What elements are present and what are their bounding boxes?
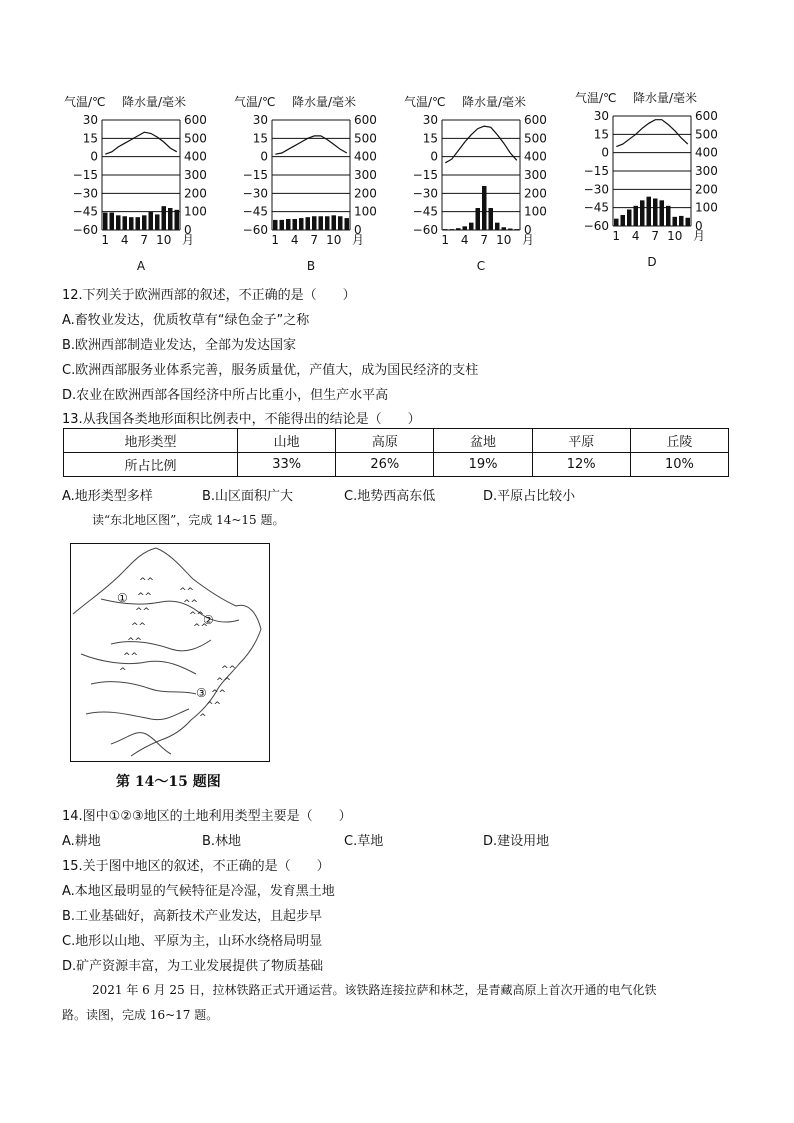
precip-tick-label: 0 — [695, 219, 703, 233]
precip-bar — [627, 210, 632, 227]
precip-bar — [103, 213, 108, 230]
map-intro: 读“东北地区图”，完成 14~15 题。 — [92, 513, 285, 527]
precip-bar — [110, 213, 115, 230]
q13-option-c[interactable]: C.地势西高东低 — [344, 489, 436, 504]
precip-tick-label: 300 — [695, 164, 718, 178]
month-tick-label: 7 — [480, 233, 489, 247]
temp-tick-label: 15 — [422, 131, 438, 146]
month-tick-label: 月 — [693, 229, 706, 243]
precip-tick-label: 500 — [524, 131, 547, 146]
month-tick-label: 1 — [612, 229, 621, 243]
map-river — [111, 640, 211, 651]
precip-bar — [286, 219, 291, 230]
table-cell: 10% — [630, 453, 728, 477]
table-cell: 12% — [532, 453, 630, 477]
precip-tick-label: 600 — [524, 113, 547, 127]
svg-text:^^: ^^ — [216, 677, 232, 687]
temp-tick-label: −30 — [412, 186, 438, 201]
chart-label-d: D — [647, 255, 657, 269]
svg-text:^^: ^^ — [137, 592, 153, 602]
precip-bar — [273, 220, 278, 230]
q13-option-a[interactable]: A.地形类型多样 — [62, 489, 153, 504]
temp-tick-label: 30 — [252, 113, 268, 127]
precip-tick-label: 600 — [695, 109, 718, 123]
precip-bar — [149, 212, 154, 230]
precip-bar — [660, 200, 665, 226]
svg-text:^: ^ — [199, 713, 207, 723]
svg-text:^^: ^^ — [183, 599, 199, 609]
closing-line-2: 路。读图，完成 16~17 题。 — [62, 1008, 219, 1022]
q13-option-d[interactable]: D.平原占比较小 — [483, 489, 576, 504]
table-header-cell: 山地 — [238, 429, 336, 453]
precip-bar — [312, 216, 317, 230]
q12-stem: 12.下列关于欧洲西部的叙述，不正确的是（ ） — [62, 288, 356, 303]
month-tick-label: 10 — [156, 233, 172, 247]
precip-bar — [175, 210, 180, 230]
month-tick-label: 10 — [667, 229, 683, 243]
precip-axis-title: 降水量/毫米 — [292, 95, 357, 109]
precip-bar — [647, 197, 652, 226]
month-tick-label: 10 — [326, 233, 342, 247]
temp-tick-label: −30 — [242, 186, 268, 201]
map-mark-2: ② — [203, 613, 214, 627]
q13-option-b[interactable]: B.山区面积广大 — [202, 489, 294, 504]
temp-tick-label: −60 — [72, 223, 98, 237]
precip-axis-title: 降水量/毫米 — [122, 95, 187, 109]
table-header-cell: 盆地 — [434, 429, 532, 453]
precip-bar — [508, 229, 513, 230]
temp-tick-label: −15 — [242, 168, 268, 182]
svg-text:^^: ^^ — [221, 665, 237, 675]
precip-bar — [614, 219, 619, 226]
temp-tick-label: 0 — [601, 145, 609, 160]
climate-chart-c-svg — [402, 88, 572, 278]
q15-option-d[interactable]: D.矿产资源丰富，为工业发展提供了物质基础 — [62, 959, 324, 974]
precip-bar — [640, 200, 645, 226]
precip-tick-label: 400 — [354, 149, 377, 164]
precip-bar — [666, 206, 671, 226]
month-tick-label: 月 — [522, 233, 535, 247]
terrain-ratio-table — [63, 428, 729, 477]
closing-line-1: 2021 年 6 月 25 日，拉林铁路正式开通运营。该铁路连接拉萨和林芝，是青藏高原上首次开通的电气化铁 — [92, 983, 657, 997]
svg-text:^^: ^^ — [189, 611, 205, 621]
month-tick-label: 10 — [496, 233, 512, 247]
precip-bar — [293, 219, 298, 230]
temp-tick-label: −60 — [583, 219, 609, 233]
temp-tick-label: 30 — [593, 109, 609, 123]
mountain-symbols — [119, 577, 236, 723]
svg-text:^^: ^^ — [206, 701, 222, 711]
table-cell: 19% — [434, 453, 532, 477]
svg-text:^^: ^^ — [123, 652, 139, 662]
temperature-line — [616, 120, 688, 147]
map-mark-1: ① — [117, 591, 128, 605]
precip-tick-label: 500 — [354, 131, 377, 146]
temperature-line — [105, 132, 177, 154]
month-tick-label: 月 — [182, 233, 195, 247]
precip-bar — [489, 208, 494, 230]
map-river — [91, 682, 196, 694]
map-province-line — [86, 709, 189, 720]
chart-label-a: A — [136, 259, 146, 273]
precip-bar — [495, 223, 500, 230]
precip-tick-label: 200 — [184, 186, 207, 201]
table-header-cell: 地形类型 — [64, 429, 238, 453]
precip-bar — [332, 215, 337, 230]
month-tick-label: 1 — [271, 233, 280, 247]
precip-bar — [476, 208, 481, 230]
temp-tick-label: −45 — [412, 204, 438, 219]
q15-option-c[interactable]: C.地形以山地、平原为主，山环水绕格局明显 — [62, 934, 323, 949]
chart-label-c: C — [476, 259, 486, 273]
q15-option-a[interactable]: A.本地区最明显的气候特征是冷湿，发育黑土地 — [62, 884, 335, 899]
svg-text:^^: ^^ — [211, 689, 227, 699]
map-mark-3: ③ — [196, 686, 207, 700]
precip-bar — [686, 218, 691, 226]
temp-tick-label: 15 — [593, 127, 609, 142]
temp-tick-label: 30 — [82, 113, 98, 127]
precip-bar — [450, 229, 455, 230]
table-header-cell: 平原 — [532, 429, 630, 453]
precip-bar — [116, 215, 121, 230]
precip-tick-label: 100 — [184, 204, 207, 219]
svg-text:^: ^ — [119, 667, 127, 677]
precip-bar — [338, 216, 343, 230]
q12-option-a[interactable]: A.畜牧业发达，优质牧草有“绿色金子”之称 — [62, 313, 310, 328]
precip-tick-label: 400 — [524, 149, 547, 164]
month-tick-label: 4 — [290, 233, 299, 247]
precip-bar — [621, 215, 626, 226]
precip-bar — [673, 217, 678, 226]
precip-bar — [653, 199, 658, 227]
month-tick-label: 7 — [310, 233, 319, 247]
svg-text:^^: ^^ — [135, 607, 151, 617]
precip-tick-label: 200 — [695, 182, 718, 197]
precip-tick-label: 0 — [354, 223, 362, 237]
temp-axis-title: 气温/℃ — [404, 95, 446, 109]
temp-tick-label: −60 — [242, 223, 268, 237]
q15-option-b[interactable]: B.工业基础好，高新技术产业发达，且起步早 — [62, 909, 323, 924]
table-header-cell: 高原 — [336, 429, 434, 453]
precip-tick-label: 500 — [184, 131, 207, 146]
q12-option-d[interactable]: D.农业在欧洲西部各国经济中所占比重小，但生产水平高 — [62, 388, 389, 403]
month-tick-label: 1 — [441, 233, 450, 247]
map-caption: 第 14～15 题图 — [116, 774, 221, 790]
svg-text:^^: ^^ — [179, 587, 195, 597]
month-tick-label: 4 — [631, 229, 640, 243]
precip-tick-label: 200 — [524, 186, 547, 201]
precip-tick-label: 0 — [524, 223, 532, 237]
temp-tick-label: −30 — [72, 186, 98, 201]
svg-text:^^: ^^ — [127, 637, 143, 647]
month-tick-label: 4 — [460, 233, 469, 247]
climate-chart-d-svg — [573, 84, 743, 274]
table-header-cell: 丘陵 — [630, 429, 728, 453]
map-coast — [111, 733, 171, 754]
month-tick-label: 4 — [120, 233, 129, 247]
temp-tick-label: 30 — [422, 113, 438, 127]
temp-tick-label: −15 — [583, 164, 609, 178]
precip-bar — [280, 220, 285, 230]
q14-option-d[interactable]: D.建设用地 — [483, 834, 550, 849]
precip-bar — [123, 216, 128, 230]
precip-bar — [634, 206, 639, 226]
q15-stem: 15.关于图中地区的叙述，不正确的是（ ） — [62, 859, 330, 874]
precip-bar — [168, 208, 173, 230]
climate-chart-b-svg — [232, 88, 402, 278]
precip-tick-label: 600 — [354, 113, 377, 127]
climate-chart-a — [62, 88, 232, 278]
northeast-map — [70, 543, 270, 762]
temp-tick-label: −45 — [242, 204, 268, 219]
precip-bar — [325, 216, 330, 230]
temp-tick-label: −60 — [412, 223, 438, 237]
temp-tick-label: 0 — [90, 149, 98, 164]
precip-tick-label: 600 — [184, 113, 207, 127]
precip-tick-label: 200 — [354, 186, 377, 201]
table-cell: 所占比例 — [64, 453, 238, 477]
temp-tick-label: 15 — [82, 131, 98, 146]
map-province-line — [81, 654, 196, 674]
svg-text:^^: ^^ — [139, 577, 155, 587]
q12-option-c[interactable]: C.欧洲西部服务业体系完善，服务质量优，产值大，成为国民经济的支柱 — [62, 363, 479, 378]
precip-bar — [679, 216, 684, 226]
temp-axis-title: 气温/℃ — [575, 91, 617, 105]
northeast-map-svg — [71, 544, 269, 761]
svg-text:^^: ^^ — [131, 622, 147, 632]
q14-option-c[interactable]: C.草地 — [344, 834, 384, 849]
q12-option-b[interactable]: B.欧洲西部制造业发达，全部为发达国家 — [62, 338, 297, 353]
precip-bar — [502, 227, 507, 230]
precip-bar — [136, 217, 141, 230]
precip-bar — [463, 226, 468, 230]
precip-tick-label: 100 — [354, 204, 377, 219]
climate-chart-c — [402, 88, 572, 278]
precip-tick-label: 400 — [695, 145, 718, 160]
precip-bar — [345, 218, 350, 230]
precip-tick-label: 400 — [184, 149, 207, 164]
temp-tick-label: −15 — [412, 168, 438, 182]
svg-text:^^: ^^ — [193, 623, 209, 633]
precip-bar — [155, 214, 160, 230]
precip-bar — [129, 217, 134, 230]
q14-option-a[interactable]: A.耕地 — [62, 834, 101, 849]
precip-tick-label: 500 — [695, 127, 718, 142]
climate-chart-a-svg — [62, 88, 232, 278]
month-tick-label: 1 — [101, 233, 110, 247]
temp-axis-title: 气温/℃ — [64, 95, 106, 109]
temp-tick-label: −45 — [583, 200, 609, 215]
temp-axis-title: 气温/℃ — [234, 95, 276, 109]
temp-tick-label: −45 — [72, 204, 98, 219]
month-tick-label: 月 — [352, 233, 365, 247]
chart-label-b: B — [306, 259, 316, 273]
table-cell: 33% — [238, 453, 336, 477]
precip-bar — [456, 228, 461, 230]
precip-tick-label: 100 — [695, 200, 718, 215]
temp-tick-label: 15 — [252, 131, 268, 146]
precip-bar — [515, 229, 520, 230]
precip-bar — [482, 186, 487, 230]
temp-tick-label: 0 — [430, 149, 438, 164]
table-cell: 26% — [336, 453, 434, 477]
temp-tick-label: −15 — [72, 168, 98, 182]
precip-bar — [299, 218, 304, 230]
precip-tick-label: 300 — [354, 168, 377, 182]
q14-stem: 14.图中①②③地区的土地利用类型主要是（ ） — [62, 809, 352, 824]
q14-option-b[interactable]: B.林地 — [202, 834, 242, 849]
precip-bar — [443, 229, 448, 230]
precip-tick-label: 300 — [524, 168, 547, 182]
month-tick-label: 7 — [651, 229, 660, 243]
precip-bar — [469, 223, 474, 230]
precip-axis-title: 降水量/毫米 — [633, 91, 698, 105]
q13-stem: 13.从我国各类地形面积比例表中，不能得出的结论是（ ） — [62, 412, 421, 427]
precip-bar — [306, 217, 311, 230]
climate-chart-b — [232, 88, 402, 278]
precip-tick-label: 100 — [524, 204, 547, 219]
precip-tick-label: 300 — [184, 168, 207, 182]
precip-bar — [319, 216, 324, 230]
month-tick-label: 7 — [140, 233, 149, 247]
temp-tick-label: 0 — [260, 149, 268, 164]
table-row — [64, 429, 729, 453]
precip-bar — [142, 215, 147, 230]
precip-axis-title: 降水量/毫米 — [462, 95, 527, 109]
temperature-line — [445, 126, 517, 163]
map-border — [73, 548, 261, 756]
climate-chart-d — [573, 84, 743, 274]
temp-tick-label: −30 — [583, 182, 609, 197]
precip-bar — [162, 206, 167, 230]
table-row — [64, 453, 729, 477]
precip-tick-label: 0 — [184, 223, 192, 237]
